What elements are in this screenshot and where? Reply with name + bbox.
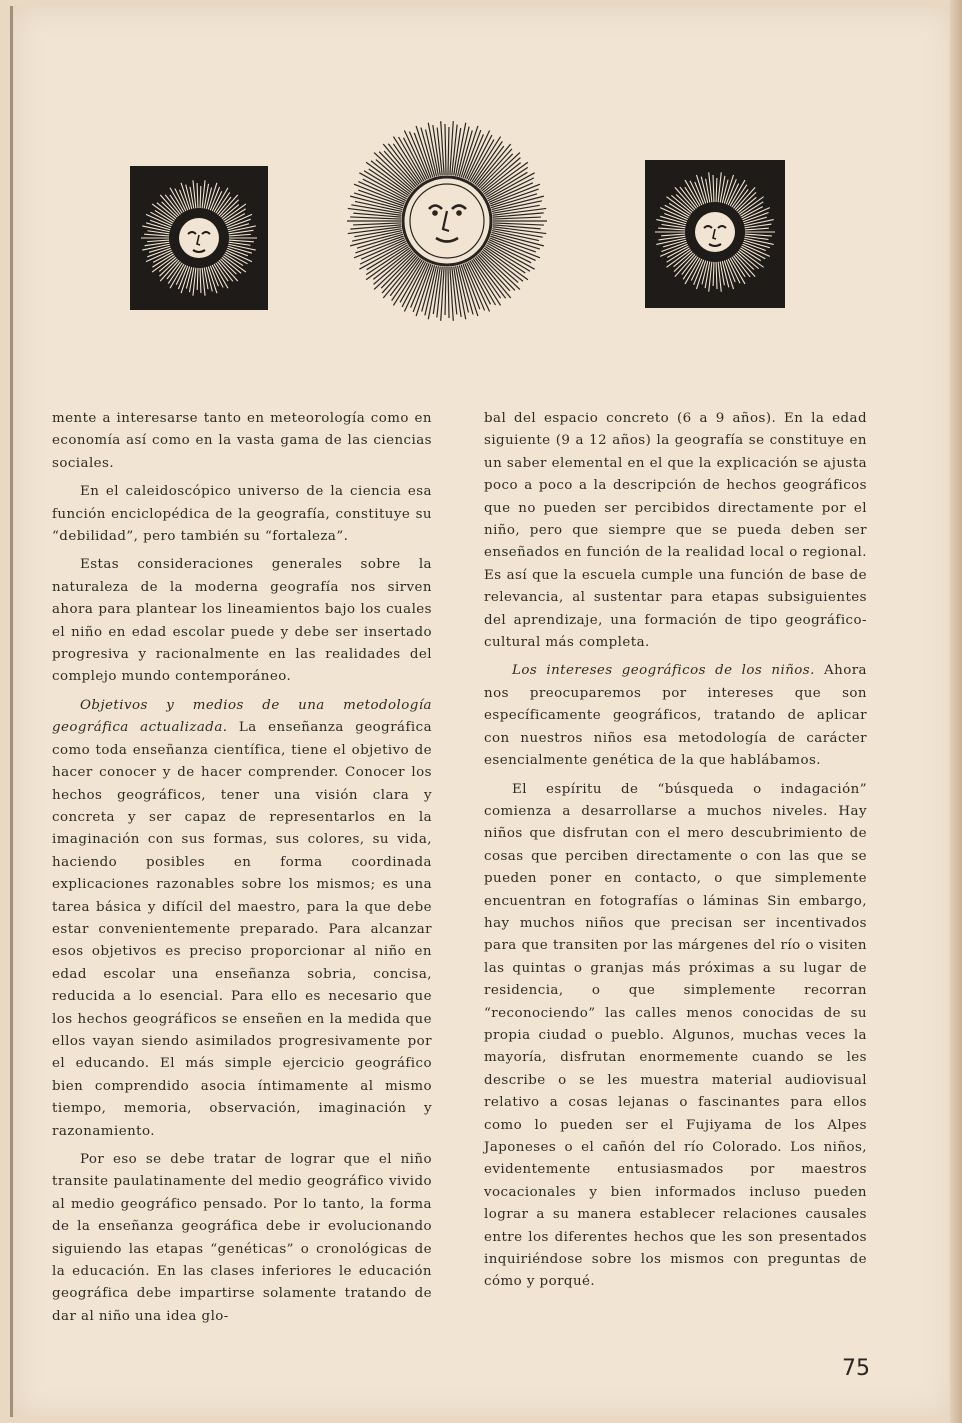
paragraph bbox=[52, 695, 432, 1143]
paragraph: Estas consideraciones generales sobre la naturaleza de la moderna geografía nos sirven ahora para plantear los lineamientos bajo los cuales el niño en edad escolar puede y debe ser insertado progresiva y racionalmente en las realidades del complejo mundo contemporáneo. bbox=[52, 557, 432, 685]
text-column-left bbox=[52, 408, 432, 1334]
section-heading: Objetivos y medios de una metodología geográfica actualizada. bbox=[52, 697, 432, 736]
page-edge bbox=[950, 0, 962, 1423]
sun-face-radiant-center-icon bbox=[345, 105, 550, 337]
text-column-right bbox=[484, 408, 867, 1300]
paragraph bbox=[484, 660, 867, 772]
paragraph: El espíritu de “búsqueda o indagación” comienza a desarrollarse a muchos niveles. Hay niños que disfrutan con el mero descubrimiento de cosas que perciben directamente o con las que se pueden poner en contacto, o que simplemente encuentran en fotografías o láminas Sin embargo, hay muchos niños que precisan ser incentivados para que transiten por las márgenes del río o visiten las quintas o granjas más próximas a su lugar de residencia, o que simplemente recorran “reconociendo” las calles menos conocidas de su propia ciudad o pueblo. Algunos, muchas veces la mayoría, disfrutan enormemente cuando se les describe o se les muestra material audiovisual relativo a cosas lejanas o fascinantes para ellos como lo pueden ser el Fujiyama de los Alpes Japoneses o el cañón del río Colorado. Los niños, evidentemente entusiasmados por maestros vocacionales y bien informados incluso pueden lograr a su manera establecer relaciones causales entre los diferentes hechos que les son presentados inquiriéndose sobre los mismos con preguntas de cómo y porqué. bbox=[484, 781, 867, 1290]
paragraph: bal del espacio concreto (6 a 9 años). En la edad siguiente (9 a 12 años) la geografía se constituye en un saber elemental en el que la explicación se ajusta poco a poco a la descripción de hechos geográficos que no pueden ser percibidos directamente por el niño, pero que siempre que se pueda deben ser enseñados en función de la realidad local o regional. Es así que la escuela cumple una función de base de relevancia, al sustentar para etapas subsiguientes del aprendizaje, una formación de tipo geográfico-cultural más completa. bbox=[484, 411, 867, 651]
page-number: 75 bbox=[842, 1356, 870, 1381]
paragraph: En el caleidoscópico universo de la ciencia esa función enciclopédica de la geografía, constituye su “debilidad”, pero también su “fortaleza”. bbox=[52, 484, 432, 545]
paragraph: mente a interesarse tanto en meteorología como en economía así como en la vasta gama de las ciencias sociales. bbox=[52, 411, 432, 471]
section-heading: Los intereses geográficos de los niños. bbox=[512, 663, 815, 679]
paragraph: Por eso se debe tratar de lograr que el niño transite paulatinamente del medio geográfico vivido al medio geográfico pensado. Por lo tanto, la forma de la enseñanza geográfica debe ir evolucionando siguiendo las etapas “genéticas” o cronológicas de la educación. En las clases inferiores le educación geográfica debe impartirse solamente tratando de dar al niño una idea glo- bbox=[52, 1152, 432, 1324]
paragraph-text: Ahora nos preocuparemos por intereses que son específicamente geográficos, tratando de aplicar con nuestros niños esa metodología de carácter esencialmente genética de la que hablábamos. bbox=[484, 663, 867, 769]
sun-face-square-left-icon bbox=[130, 166, 268, 310]
paragraph-text: La enseñanza geográfica como toda enseñanza científica, tiene el objetivo de hacer conocer y de hacer comprender. Conocer los hechos geográficos, tener una visión clara y concreta y ser capaz de representarlos en la imaginación con sus formas, sus colores, su vida, haciendo posibles en forma coordinada explicaciones razonables sobre los mismos; es una tarea básica y difícil del maestro, para la que debe estar convenientemente preparado. Para alcanzar esos objetivos es preciso proporcionar al niño en edad escolar una enseñanza sobria, concisa, reducida a lo esencial. Para ello es necesario que los hechos geográficos se enseñen en la medida que ellos vayan siendo asimilados progresivamente por el educando. El más simple ejercicio geográfico bien comprendido asocia íntimamente al mismo tiempo, memoria, observación, imaginación y razonamiento. bbox=[52, 720, 433, 1139]
sun-face-square-right-icon bbox=[645, 160, 785, 308]
